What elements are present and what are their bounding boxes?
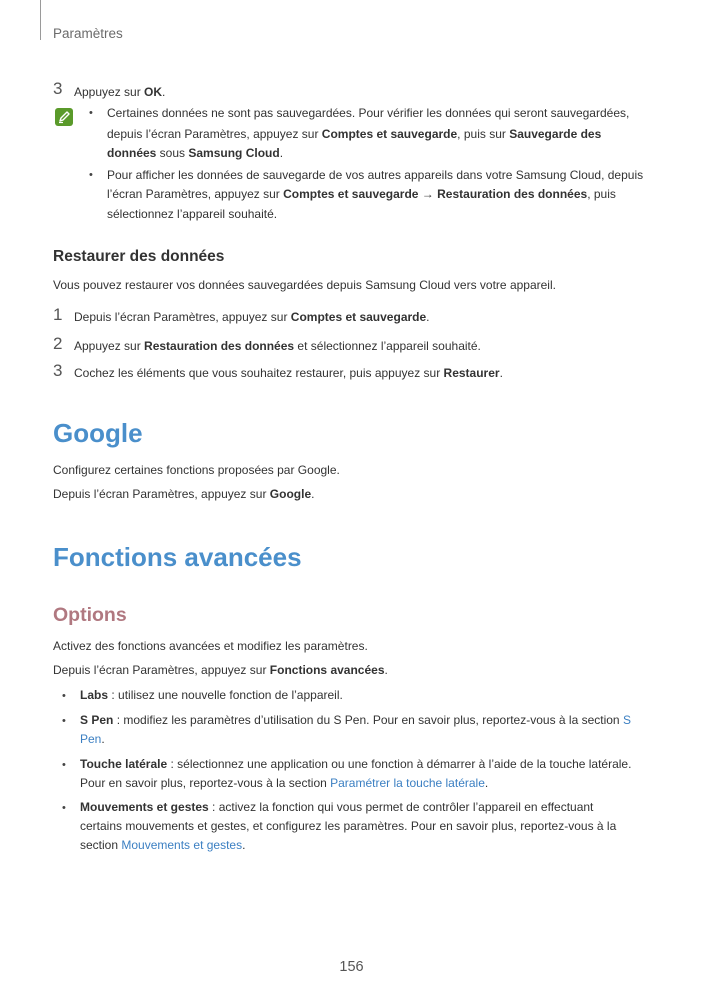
text: .: [279, 146, 284, 160]
text: section: [80, 838, 122, 852]
s-pen-link[interactable]: Pen: [80, 732, 102, 746]
option-labs: [80, 685, 343, 706]
bullet: •: [62, 715, 66, 727]
restore-step-2: [74, 336, 481, 356]
step-number: 3: [53, 79, 63, 98]
restore-intro: Vous pouvez restaurer vos données sauvegardées depuis Samsung Cloud vers votre appareil.: [53, 278, 556, 292]
restore-step-1: [74, 307, 430, 327]
text: : modifiez les paramètres d’utilisation du S Pen. Pour en savoir plus, reportez-vous à la section: [113, 713, 623, 727]
bold-text: OK: [144, 85, 163, 99]
option-motions-line-1: [80, 797, 593, 818]
advanced-line-2: [53, 660, 388, 680]
page-number: 156: [339, 959, 364, 975]
page-header: Paramètres: [53, 26, 123, 41]
restore-step-3: [74, 363, 503, 383]
text: Pour en savoir plus, reportez-vous à la section: [80, 776, 331, 790]
text: Depuis l’écran Paramètres, appuyez sur: [53, 487, 270, 501]
text: .: [311, 487, 315, 501]
bullet: •: [62, 690, 66, 702]
advanced-line-1: Activez des fonctions avancées et modifiez les paramètres.: [53, 639, 368, 653]
option-s-pen-line-2: [80, 729, 105, 750]
step-number: 3: [53, 361, 63, 380]
note-pencil-icon: [54, 107, 74, 127]
bold-text: Sauvegarde des: [509, 127, 602, 141]
header-rule: [40, 0, 41, 40]
text: .: [162, 85, 166, 99]
note-bullet-1-line-2: [107, 124, 601, 145]
option-side-key-line-1: [80, 754, 631, 775]
text: , puis sur: [457, 127, 510, 141]
text: Appuyez sur: [74, 339, 145, 353]
option-s-pen-line-1: [80, 710, 631, 731]
bold-text: Mouvements et gestes: [80, 800, 209, 814]
text: : utilisez une nouvelle fonction de l’appareil.: [108, 688, 343, 702]
text: .: [426, 310, 430, 324]
text: .: [242, 838, 246, 852]
side-key-link[interactable]: Paramétrer la touche latérale: [330, 776, 485, 790]
bold-text: Google: [269, 487, 312, 501]
bold-text: Comptes et sauvegarde: [321, 127, 458, 141]
bullet: •: [89, 169, 93, 181]
text: et sélectionnez l’appareil souhaité.: [294, 339, 481, 353]
text: Cochez les éléments que vous souhaitez restaurer, puis appuyez sur: [74, 366, 444, 380]
step-number: 1: [53, 305, 63, 324]
bold-text: Comptes et sauvegarde: [290, 310, 427, 324]
note-bullet-2-line-1: Pour afficher les données de sauvegarde de vos autres appareils dans votre Samsung Cloud, depuis: [107, 168, 644, 182]
bold-text: Samsung Cloud: [188, 146, 280, 160]
text: sous: [156, 146, 189, 160]
section-heading-advanced: Fonctions avancées: [53, 542, 302, 572]
bullet: •: [89, 107, 93, 119]
step-number: 2: [53, 334, 63, 353]
bold-text: Touche latérale: [80, 757, 168, 771]
text: .: [499, 366, 503, 380]
text: .: [384, 663, 388, 677]
google-line-2: [53, 484, 314, 504]
bullet: •: [62, 802, 66, 814]
s-pen-link[interactable]: S: [622, 713, 631, 727]
text: Appuyez sur: [74, 85, 145, 99]
text: Depuis l’écran Paramètres, appuyez sur: [74, 310, 291, 324]
motions-link[interactable]: Mouvements et gestes: [121, 838, 243, 852]
text: .: [484, 776, 489, 790]
text: : sélectionnez une application ou une fonction à démarrer à l’aide de la touche latérale.: [167, 757, 632, 771]
bullet: •: [62, 759, 66, 771]
subsection-heading-options: Options: [53, 604, 127, 626]
text: , puis: [587, 187, 616, 201]
option-side-key-line-2: [80, 773, 488, 794]
text: Depuis l’écran Paramètres, appuyez sur: [53, 663, 270, 677]
section-heading-google: Google: [53, 418, 143, 448]
bold-text: données: [107, 146, 157, 160]
text: .: [101, 732, 105, 746]
option-motions-line-2: certains mouvements et gestes, et configurez les paramètres. Pour en savoir plus, reportez-vous à la: [80, 819, 617, 833]
bold-text: Fonctions avancées: [269, 663, 385, 677]
google-line-1: Configurez certaines fonctions proposées par Google.: [53, 463, 340, 477]
note-bullet-1-line-3: [107, 143, 283, 164]
section-heading-restore: Restaurer des données: [53, 248, 225, 265]
note-bullet-2-line-3: sélectionnez l’appareil souhaité.: [107, 207, 278, 221]
bold-text: Restaurer: [443, 366, 500, 380]
bold-text: Restauration des données: [144, 339, 295, 353]
text: depuis l’écran Paramètres, appuyez sur: [107, 127, 322, 141]
option-motions-line-3: [80, 835, 245, 856]
bold-text: S Pen: [80, 713, 114, 727]
note-bullet-1-line-1: Certaines données ne sont pas sauvegardées. Pour vérifier les données qui seront sauvegardées,: [107, 106, 630, 120]
bold-text: Labs: [80, 688, 109, 702]
step-text: [74, 82, 165, 102]
note-bullet-2-line-2: [107, 184, 616, 205]
text: : activez la fonction qui vous permet de contrôler l’appareil en effectuant: [208, 800, 594, 814]
text: l’écran Paramètres, appuyez sur: [107, 187, 284, 201]
bold-text: Comptes et sauvegarde → Restauration des données: [283, 187, 588, 201]
